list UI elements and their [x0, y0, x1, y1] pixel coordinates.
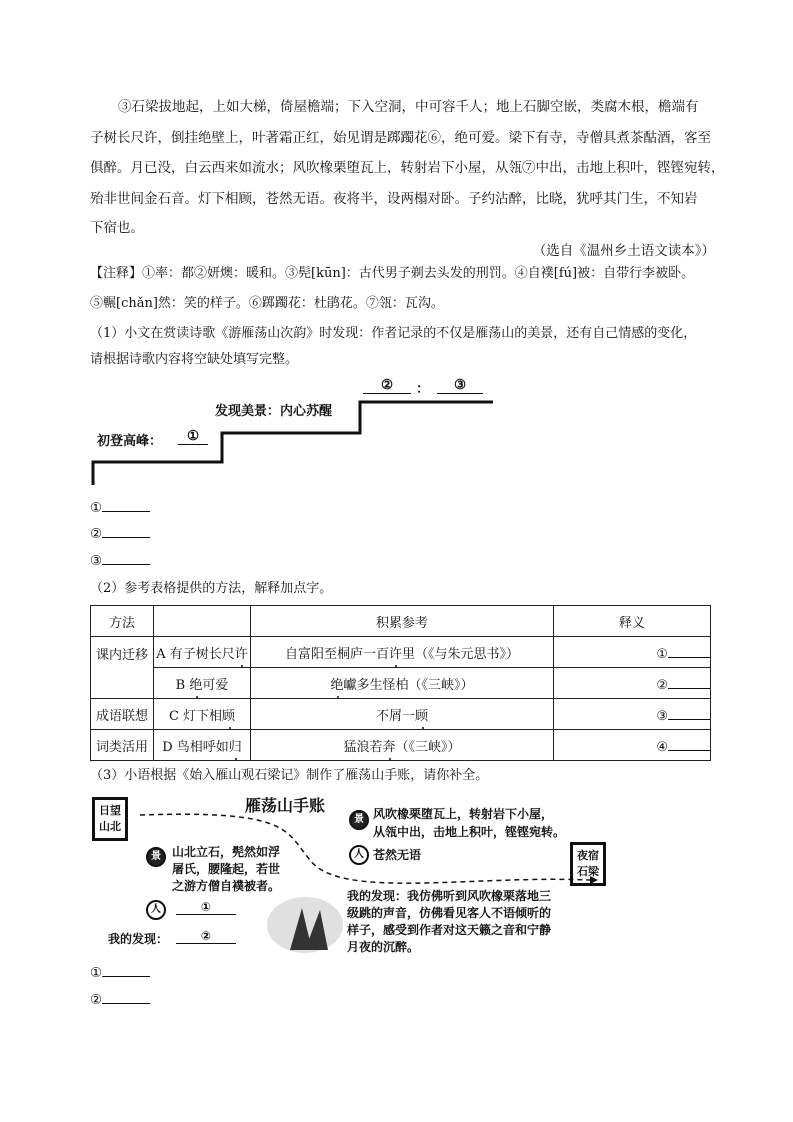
- start-tag: 日望 山北: [92, 797, 128, 841]
- q3-answer-line-1[interactable]: [90, 962, 150, 981]
- method-table: [90, 605, 711, 761]
- table-row: [91, 730, 711, 761]
- answer-number: ②: [90, 526, 103, 542]
- step1-label: 初登高峰：: [97, 434, 163, 449]
- item-cell: D 鸟相呼如归: [154, 730, 251, 761]
- header-method: 方法: [91, 606, 154, 637]
- step3-blank-a[interactable]: ②: [363, 377, 411, 394]
- passage-line: ③石梁拔地起，上如大梯，倚屋檐端；下入空洞，中可容千人；地上石脚空嵌，类腐木根，檐端有: [118, 99, 699, 115]
- item-cell: B 绝可爱: [154, 668, 251, 699]
- step2-label: 发现美景：内心苏醒: [215, 404, 333, 419]
- scene-icon: 景: [146, 847, 166, 867]
- answer-number: ①: [90, 500, 103, 516]
- reference-cell: 自富阳至桐庐一百许里（《与朱元思书》）: [251, 637, 554, 668]
- item-cell: C 灯下相顾: [154, 699, 251, 730]
- header-meaning: 释义: [554, 606, 711, 637]
- end-tag: 夜宿 石梁: [570, 842, 606, 886]
- notes-line: 【注释】①率：都②妍燠：暖和。③髡[kūn]：古代男子剃去头发的刑罚。④自襆[fú]被：自带行李被卧。: [90, 266, 695, 281]
- question-2-text: （2）参考表格提供的方法，解释加点字。: [90, 581, 333, 596]
- question-1-text: 请根据诗歌内容将空缺处填写完整。: [90, 352, 299, 367]
- handbook-title: 雁荡山手账: [245, 796, 326, 815]
- person-icon: 人: [349, 845, 369, 865]
- reference-cell: 猛浪若奔（《三峡》）: [251, 730, 554, 761]
- table-row: [91, 699, 711, 730]
- answer-number: ①: [90, 965, 103, 981]
- header-reference: 积累参考: [251, 606, 554, 637]
- answer-cell[interactable]: ④: [554, 730, 711, 761]
- person-icon: 人: [146, 900, 166, 920]
- item-cell: A 有子树长尺许: [154, 637, 251, 668]
- passage-line: 俱醉。月已没，白云西来如流水；风吹橡栗堕瓦上，转射岩下小屋，从瓴⑦中出，击地上积叶，铿铿宛转，: [90, 160, 725, 176]
- left-discovery-label: 我的发现：: [108, 932, 169, 946]
- table-row: [91, 637, 711, 668]
- scene-icon: 景: [349, 810, 369, 830]
- reference-cell: 绝巘多生怪柏（《三峡》）: [251, 668, 554, 699]
- passage-line: 殆非世间金石音。灯下相顾，苍然无语。夜将半，设两榻对卧。子约沾醉，比晓，犹呼其门生，不知岩: [90, 191, 698, 207]
- step3-colon: ：: [416, 381, 430, 397]
- right-scene-text: 风吹橡栗堕瓦上，转射岩下小屋， 从瓴中出，击地上积叶，铿铿宛转。: [373, 807, 566, 839]
- question-1-text: （1）小文在赏读诗歌《游雁荡山次韵》时发现：作者记录的不仅是雁荡山的美景，还有自己情感的变化，: [90, 326, 697, 341]
- right-person-text: 苍然无语: [373, 848, 422, 862]
- q3-answer-line-2[interactable]: [90, 989, 150, 1008]
- answer-number: ③: [90, 553, 103, 569]
- right-discovery-text: 我的发现：我仿佛听到风吹橡栗落地三 级跳的声音，仿佛看见客人不语倾听的 样子，感受到作者对这天籁之音和宁静 月夜的沉醉。: [347, 889, 552, 954]
- answer-line-3[interactable]: [90, 550, 150, 569]
- answer-cell[interactable]: ③: [554, 699, 711, 730]
- answer-cell[interactable]: ①: [554, 637, 711, 668]
- step1-blank[interactable]: ①: [178, 428, 208, 445]
- passage-line: 下宿也。: [90, 220, 144, 236]
- left-discovery-blank[interactable]: ②: [176, 929, 236, 944]
- reference-cell: 不屑一顾: [251, 699, 554, 730]
- table-row: [91, 668, 711, 699]
- answer-cell[interactable]: ②: [554, 668, 711, 699]
- question-3-text: （3）小语根据《始入雁山观石梁记》制作了雁荡山手账，请你补全。: [90, 768, 489, 783]
- passage-line: 子树长尺许，倒挂绝壁上，叶著霜正红，始见谓是踯躅花⑥，绝可爱。梁下有寺，寺僧具煮茶酤酒，客至: [90, 130, 711, 146]
- table-header-row: [91, 606, 711, 637]
- answer-line-1[interactable]: [90, 497, 150, 516]
- left-scene-text: 山北立石，髡然如浮 屠氏，腰隆起，若世 之游方僧自襆被者。: [172, 845, 281, 893]
- passage-source: （选自《温州乡土语文读本》）: [532, 243, 715, 259]
- step3-blank-b[interactable]: ③: [437, 377, 483, 394]
- answer-number: ②: [90, 992, 103, 1008]
- method-cell: 成语联想: [91, 699, 154, 730]
- answer-line-2[interactable]: [90, 523, 150, 542]
- method-cell: 课内迁移: [91, 637, 154, 699]
- method-cell: 词类活用: [91, 730, 154, 761]
- header-item: [154, 606, 251, 637]
- left-person-blank[interactable]: ①: [176, 900, 236, 915]
- notes-line: ⑤冁[chǎn]然：笑的样子。⑥踯躅花：杜鹃花。⑦瓴：瓦沟。: [90, 296, 444, 311]
